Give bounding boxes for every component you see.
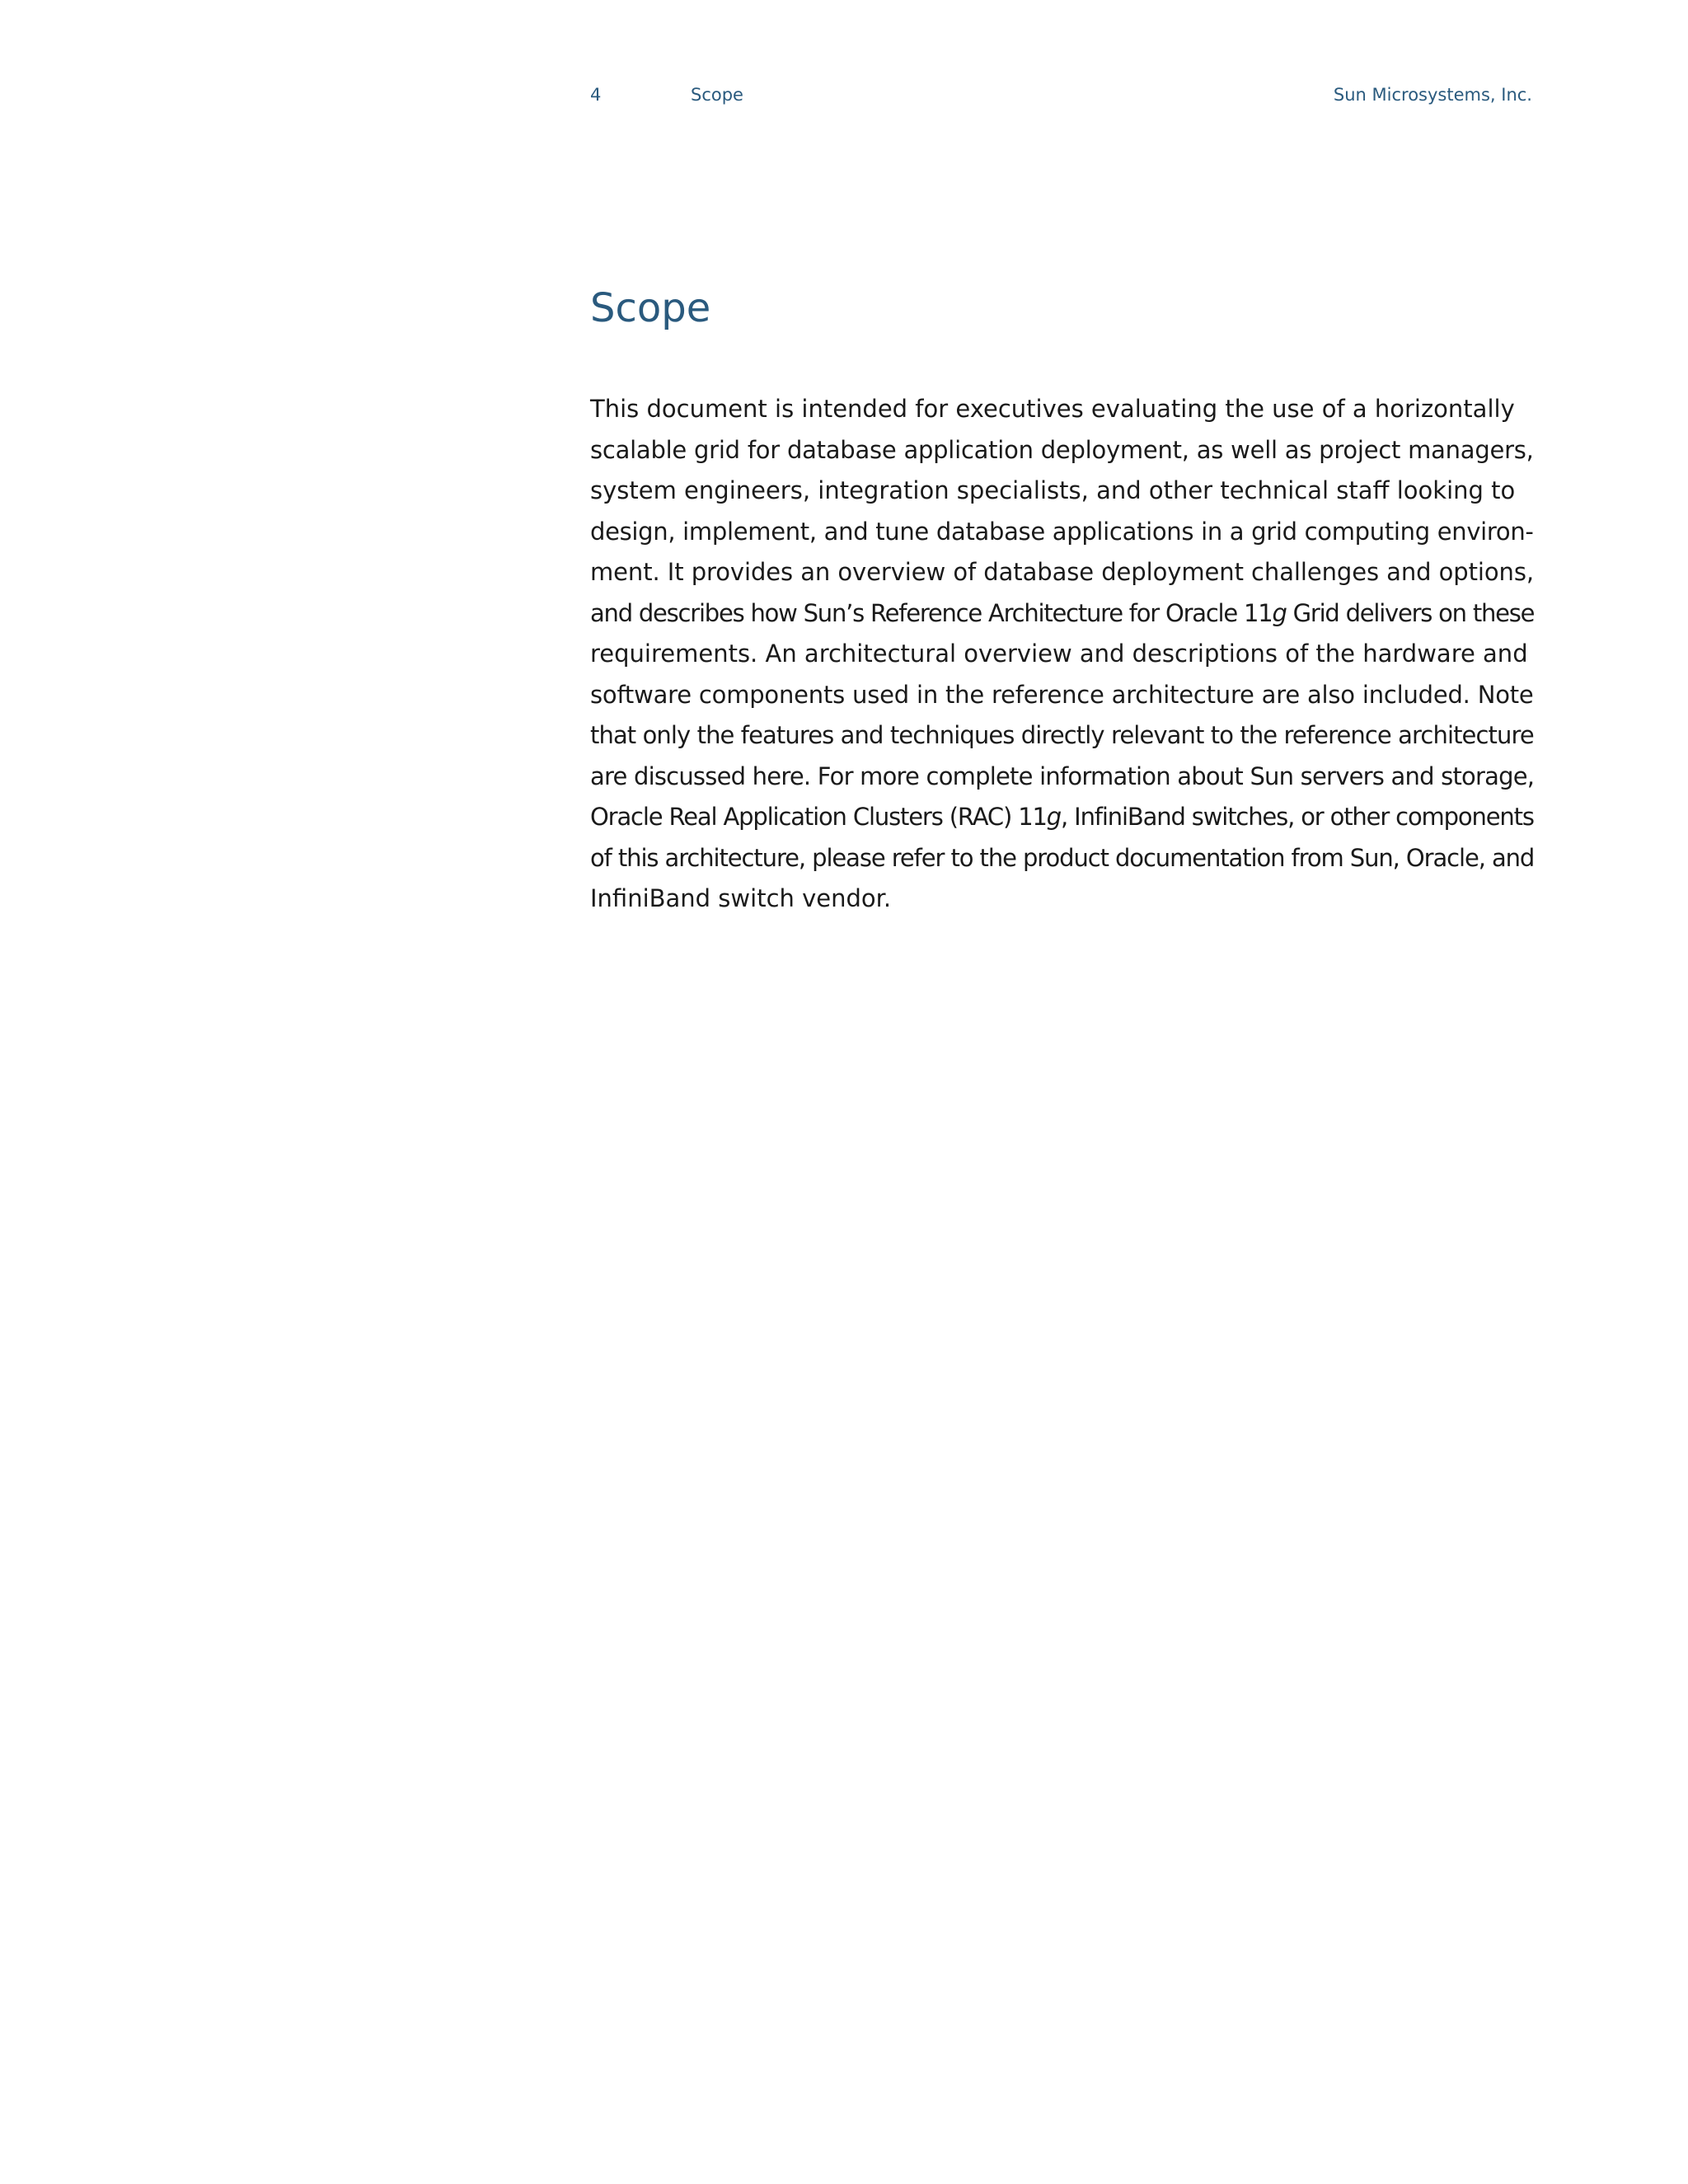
page-number: 4 [590, 85, 602, 105]
body-line: design, implement, and tune database applications in a grid computing environ- [590, 517, 1534, 546]
running-header [590, 85, 1532, 110]
body-line: system engineers, integration specialists, and other technical staff looking to [590, 476, 1516, 504]
section-heading: Scope [590, 285, 711, 331]
running-header-company: Sun Microsystems, Inc. [1333, 85, 1532, 105]
body-line: and describes how Sun’s Reference Architecture for Oracle 11g Grid delivers on these [590, 598, 1535, 627]
body-line: that only the features and techniques directly relevant to the reference architecture [590, 721, 1534, 749]
running-header-section: Scope [691, 85, 743, 105]
body-line: scalable grid for database application deployment, as well as project managers, [590, 435, 1534, 464]
body-line: Oracle Real Application Clusters (RAC) 11g, InfiniBand switches, or other components [590, 803, 1534, 831]
body-line: requirements. An architectural overview and descriptions of the hardware and [590, 640, 1528, 668]
body-line: ment. It provides an overview of database deployment challenges and options, [590, 558, 1535, 586]
body-line: This document is intended for executives evaluating the use of a horizontally [590, 395, 1515, 423]
body-paragraph [590, 389, 1534, 920]
body-line: are discussed here. For more complete information about Sun servers and storage, [590, 762, 1535, 790]
body-line: software components used in the reference architecture are also included. Note [590, 680, 1534, 709]
body-line: InfiniBand switch vendor. [590, 884, 892, 912]
body-line: of this architecture, please refer to the product documentation from Sun, Oracle, and [590, 843, 1535, 872]
